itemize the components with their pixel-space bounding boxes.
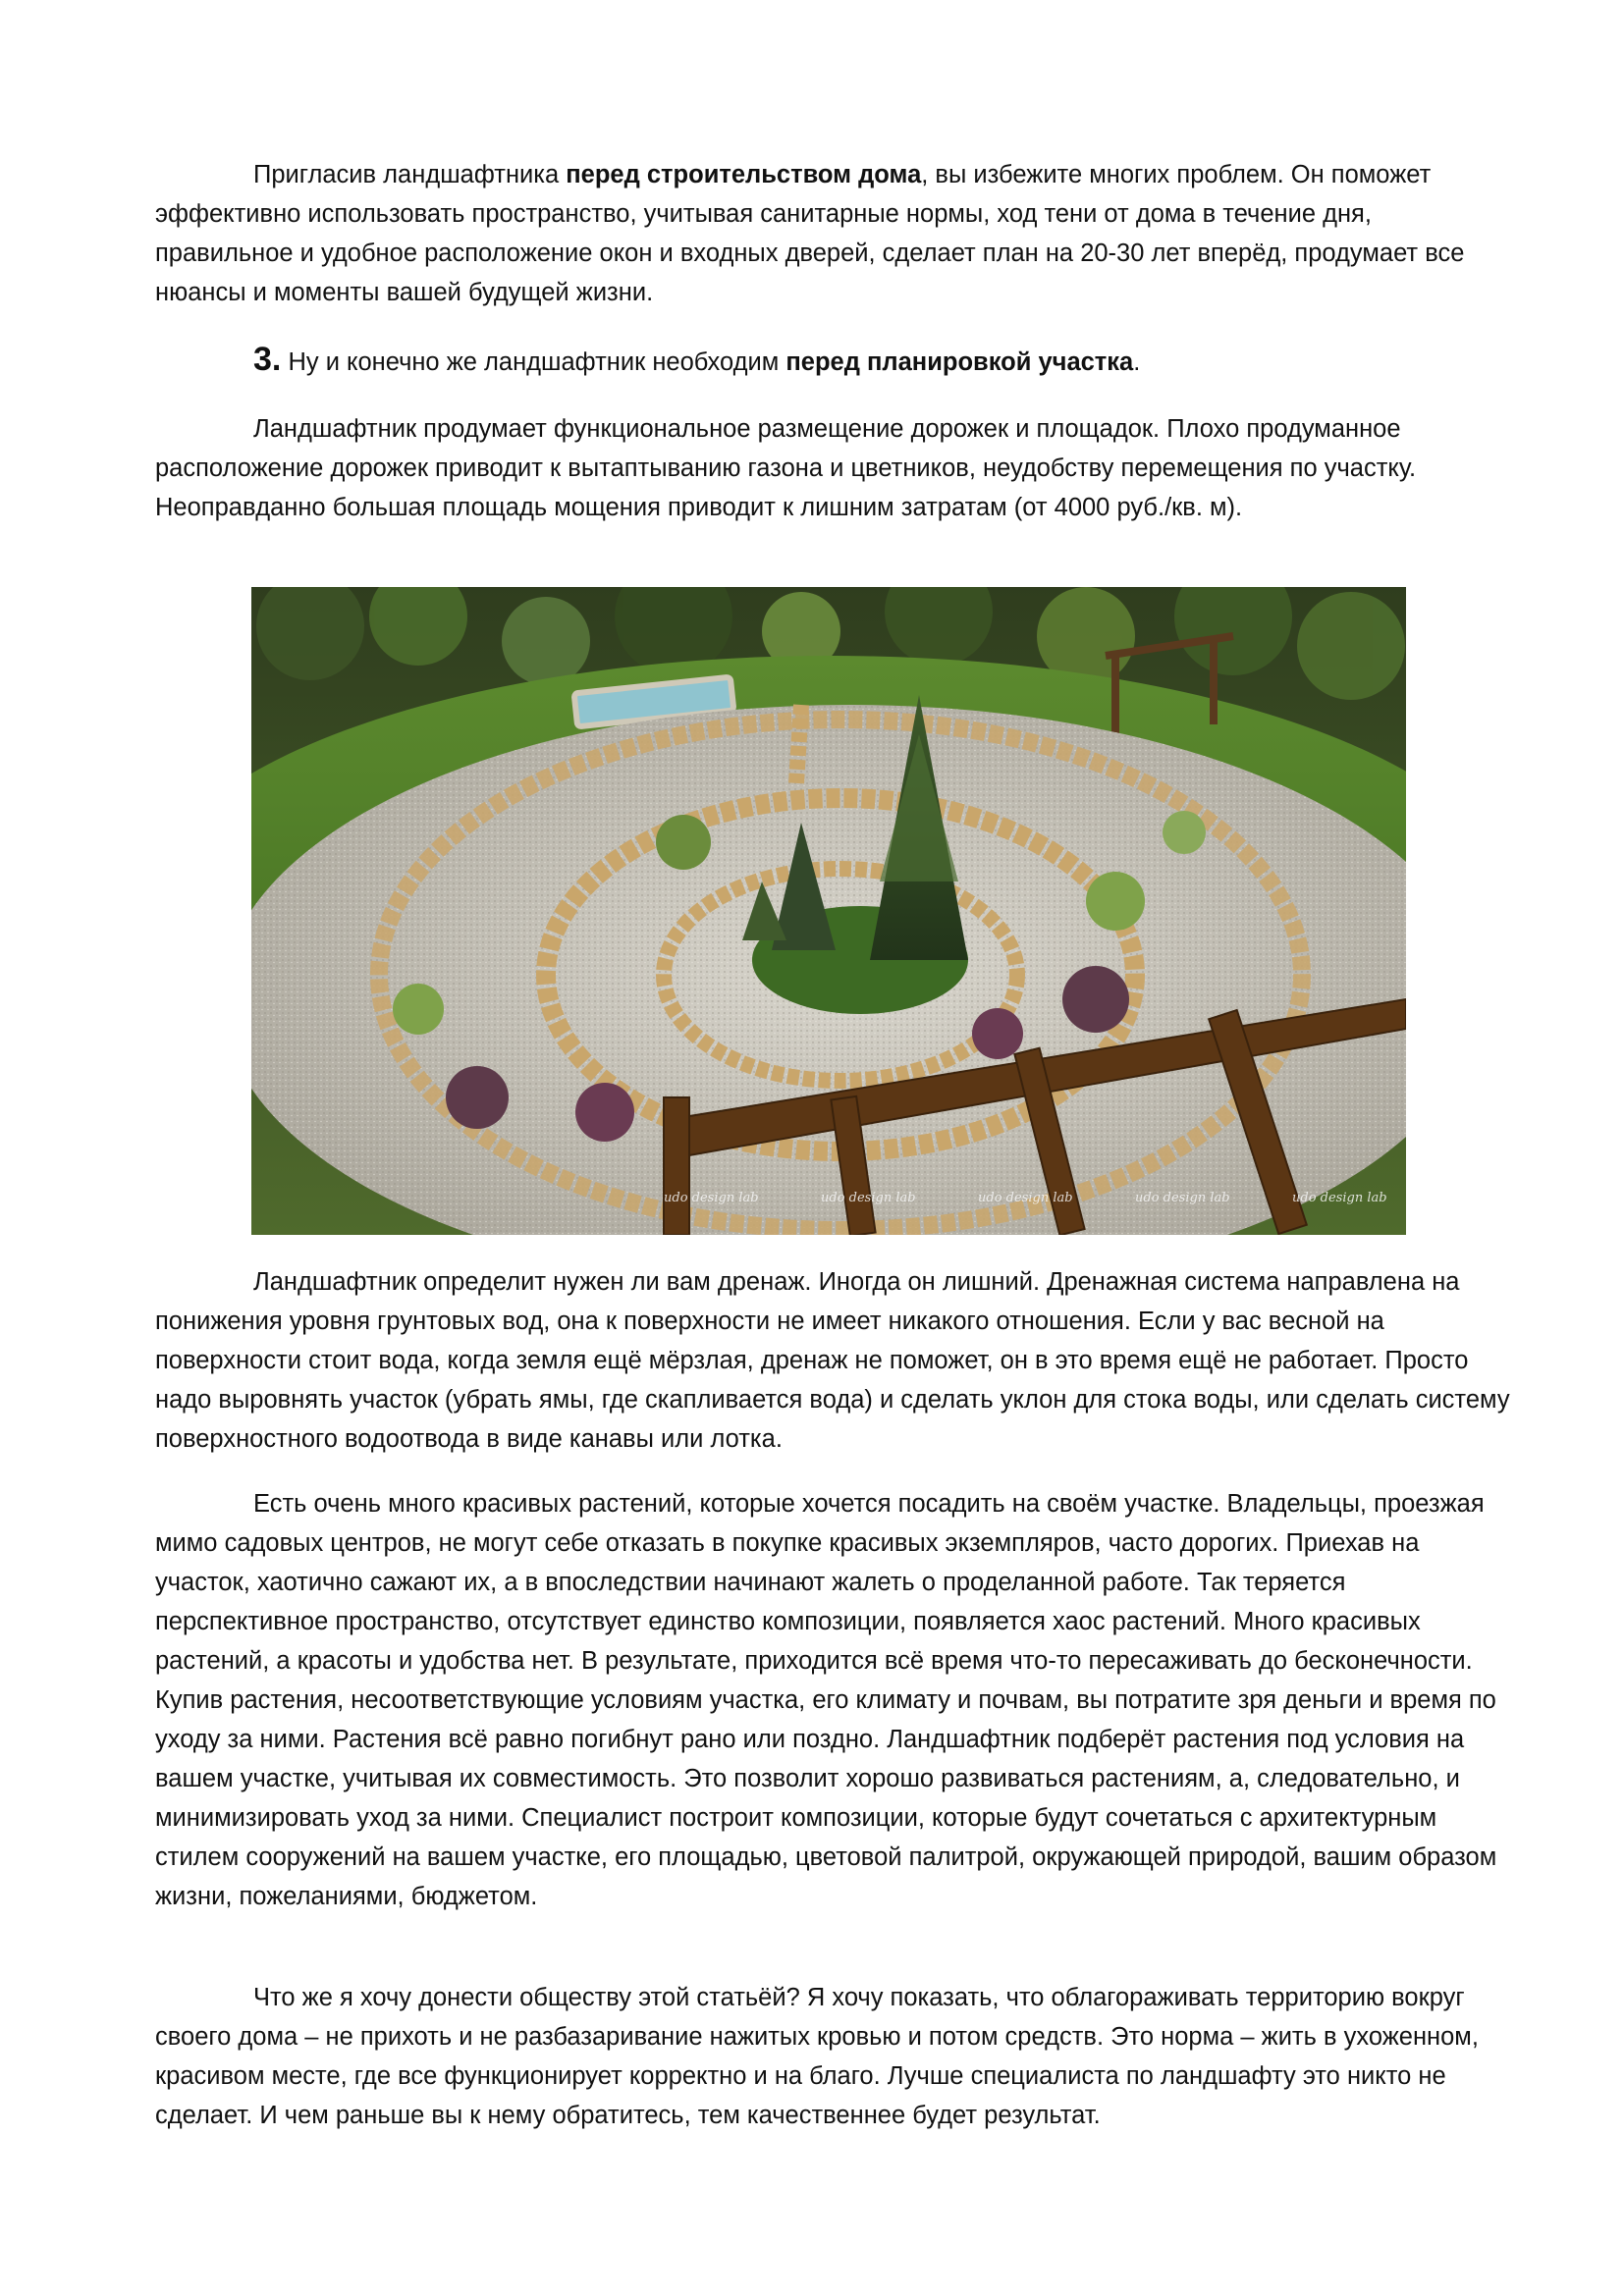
paragraph-house-construction: [155, 155, 1512, 312]
list-number: 3.: [253, 341, 282, 378]
watermark-text: udo design lab: [1292, 1191, 1387, 1205]
paragraph-drainage: [155, 1262, 1512, 1459]
p2-bold: перед планировкой участка: [785, 348, 1134, 376]
p5-text: Есть очень много красивых растений, которые хочется посадить на своём участке. Владельцы, проезжая мимо садовых центров, не могут себе отказать в покупке красивых экземпляров, часто дорогих. Приехав на участок, хаотично сажают их, а в впоследствии начинают жалеть о проделанной работе. Так теряется перспективное пространство, отсутствует единство композиции, появляется хаос растений. Много красивых растений, а красоты и удобства нет. В результате, приходится всё время что-то пересаживать до бесконечности. Купив растения, несоответствующие условиям участка, его климату и почвам, вы потратите зря деньги и время по уходу за ними. Растения всё равно погибнут рано или поздно. Ландшафтник подберёт растения под условия на вашем участке, учитывая их совместимость. Это позволит хорошо развиваться растениям, а, следовательно, и минимизировать уход за ними. Специалист построит композиции, которые будут сочетаться с архитектурным стилем сооружений на вашем участке, его площадью, цветовой палитрой, окружающей природой, вашим образом жизни, пожеланиями, бюджетом.: [155, 1490, 1497, 1910]
garden-rendering-image: [251, 587, 1406, 1235]
p1-text-cont: , вы избежите многих проблем. Он поможет эффективно использовать пространство, учитывая санитарные нормы, ход тени от дома в течение дня, правильное и удобное расположение окон и входных дверей, сделает план на 20-30 лет вперёд, продумает все нюансы и моменты вашей будущей жизни.: [155, 161, 1465, 306]
paragraph-paths: [155, 409, 1512, 527]
p2-text: Ну и конечно же ландшафтник необходим: [281, 348, 786, 376]
paragraph-conclusion: [155, 1978, 1512, 2135]
p1-text: Пригласив ландшафтника: [253, 161, 567, 188]
p4-text: Ландшафтник определит нужен ли вам дренаж. Иногда он лишний. Дренажная система направлена на понижения уровня грунтовых вод, она к поверхности не имеет никакого отношения. Если у вас весной на поверхности стоит вода, когда земля ещё мёрзлая, дренаж не поможет, он в это время ещё не работает. Просто надо выровнять участок (убрать ямы, где скапливается вода) и сделать уклон для стока воды, или сделать систему поверхностного водоотвода в виде канавы или лотка.: [155, 1268, 1510, 1453]
p2-text-end: .: [1133, 348, 1141, 376]
paragraph-point-3: [155, 340, 1512, 382]
p3-text: Ландшафтник продумает функциональное размещение дорожек и площадок. Плохо продуманное расположение дорожек приводит к вытаптыванию газона и цветников, неудобству перемещения по участку. Неоправданно большая площадь мощения приводит к лишним затратам (от 4000 руб./кв. м).: [155, 415, 1417, 521]
p1-bold: перед строительством дома: [566, 161, 922, 188]
paragraph-plants: [155, 1484, 1512, 1916]
watermark-text: udo design lab: [978, 1191, 1073, 1205]
watermark-text: udo design lab: [1135, 1191, 1230, 1205]
watermark-text: udo design lab: [664, 1191, 759, 1205]
watermark-text: udo design lab: [821, 1191, 916, 1205]
p6-text: Что же я хочу донести обществу этой статьёй? Я хочу показать, что облагораживать территорию вокруг своего дома – не прихоть и не разбазаривание нажитых кровью и потом средств. Это норма – жить в ухоженном, красивом месте, где все функционирует корректно и на благо. Лучше специалиста по ландшафту это никто не сделает. И чем раньше вы к нему обратитесь, тем качественнее будет результат.: [155, 1984, 1479, 2129]
